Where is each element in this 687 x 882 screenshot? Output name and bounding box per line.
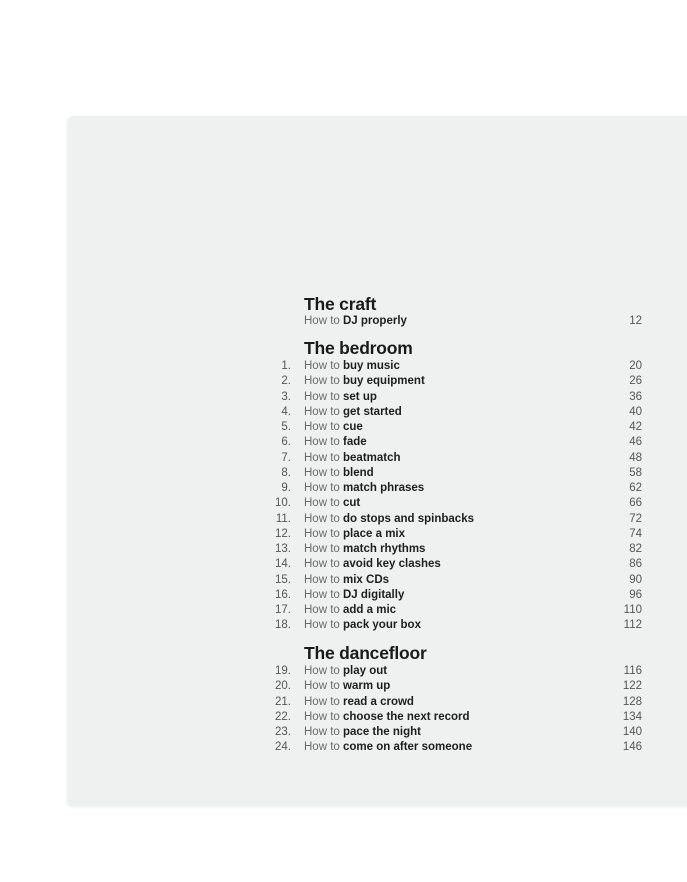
entry-page: 116	[623, 665, 642, 677]
entry-page: 72	[629, 512, 642, 525]
toc-entry[interactable]	[270, 481, 642, 496]
entry-number: 13.	[275, 543, 291, 555]
entry-page: 36	[629, 390, 642, 403]
entry-topic: cut	[343, 497, 361, 510]
entry-topic: add a mic	[343, 604, 397, 616]
entry-topic: mix CDs	[343, 573, 390, 586]
entry-lead: How to	[304, 375, 340, 388]
entry-page: 90	[629, 573, 642, 586]
entry-number: 8.	[281, 466, 291, 479]
entry-number: 17.	[275, 604, 291, 616]
entry-number: 24.	[275, 741, 291, 754]
entry-page: 42	[629, 421, 642, 433]
entry-number: 21.	[275, 695, 291, 708]
entry-topic: DJ properly	[343, 315, 407, 327]
entry-number: 20.	[275, 680, 291, 693]
entry-lead: How to	[304, 497, 340, 510]
entry-page: 146	[622, 741, 642, 754]
entry-lead: How to	[304, 390, 340, 403]
toc-entry[interactable]	[270, 695, 642, 710]
entry-topic: buy equipment	[343, 375, 425, 388]
entry-lead: How to	[304, 558, 340, 571]
entry-page: 12	[629, 315, 642, 327]
entry-page: 140	[622, 726, 642, 738]
section-title-craft: The craft	[304, 294, 377, 314]
entry-lead: How to	[304, 710, 340, 723]
entry-topic: pack your box	[343, 619, 421, 632]
toc-entry[interactable]	[270, 527, 642, 542]
entry-number: 3.	[281, 390, 291, 403]
toc-entry[interactable]	[270, 588, 642, 603]
entry-topic: buy music	[343, 360, 400, 372]
toc-entry[interactable]	[270, 618, 642, 633]
entry-number: 7.	[281, 451, 291, 464]
entry-topic: choose the next record	[343, 710, 470, 723]
toc-entry[interactable]	[270, 405, 642, 420]
entry-lead: How to	[304, 695, 340, 708]
toc-entry[interactable]	[270, 679, 642, 694]
entry-topic: come on after someone	[343, 741, 473, 754]
entry-page: 122	[622, 680, 642, 693]
section-title-dancefloor: The dancefloor	[304, 643, 427, 663]
toc-entry[interactable]	[270, 512, 642, 527]
toc-entry[interactable]	[270, 557, 642, 572]
entry-page: 82	[629, 543, 642, 555]
entry-lead: How to	[304, 482, 340, 494]
entry-lead: How to	[304, 527, 340, 540]
entry-page: 40	[629, 405, 642, 418]
entry-topic: match rhythms	[343, 543, 426, 555]
entry-lead: How to	[304, 512, 340, 525]
entry-lead: How to	[304, 604, 340, 616]
entry-page: 48	[629, 451, 642, 464]
entry-lead: How to	[304, 543, 340, 555]
entry-page: 58	[629, 466, 642, 479]
entry-page: 128	[622, 695, 642, 708]
toc-entry[interactable]	[270, 603, 642, 618]
entry-lead: How to	[304, 619, 340, 632]
toc-entry[interactable]	[270, 314, 642, 329]
toc-entry[interactable]	[270, 740, 642, 755]
entry-lead: How to	[304, 451, 340, 464]
entry-number: 16.	[275, 588, 291, 601]
entry-number: 14.	[275, 558, 291, 571]
entry-topic: blend	[343, 466, 374, 479]
entry-topic: warm up	[343, 680, 391, 693]
entry-number: 19.	[275, 665, 291, 677]
entry-lead: How to	[304, 573, 340, 586]
entry-page: 110	[623, 604, 642, 616]
entry-page: 66	[629, 497, 642, 510]
entry-topic: match phrases	[343, 482, 425, 494]
toc-entry[interactable]	[270, 390, 642, 405]
entry-lead: How to	[304, 588, 340, 601]
entry-number: 22.	[275, 710, 291, 723]
toc-entry[interactable]	[270, 359, 642, 374]
entry-lead: How to	[304, 466, 340, 479]
toc-entry[interactable]	[270, 435, 642, 450]
entry-number: 11.	[275, 512, 291, 525]
entry-number: 5.	[281, 421, 291, 433]
entry-topic: read a crowd	[343, 695, 414, 708]
entry-number: 9.	[281, 482, 291, 494]
entry-page: 74	[629, 527, 642, 540]
entry-topic: pace the night	[343, 726, 421, 738]
entry-number: 10.	[275, 497, 291, 510]
entry-topic: avoid key clashes	[343, 558, 441, 571]
toc-entry[interactable]	[270, 664, 642, 679]
entry-lead: How to	[304, 665, 340, 677]
entry-number: 1.	[281, 360, 291, 372]
entry-topic: beatmatch	[343, 451, 401, 464]
entry-number: 15.	[275, 573, 291, 586]
entry-lead: How to	[304, 360, 340, 372]
entry-page: 62	[629, 482, 642, 494]
entry-lead: How to	[304, 436, 340, 449]
toc-entry[interactable]	[270, 466, 642, 481]
entry-lead: How to	[304, 741, 340, 754]
entry-page: 134	[622, 710, 642, 723]
section-title-bedroom: The bedroom	[304, 338, 413, 358]
entry-topic: play out	[343, 665, 388, 677]
entry-lead: How to	[304, 680, 340, 693]
entry-topic: fade	[343, 436, 367, 449]
entry-lead: How to	[304, 726, 340, 738]
toc-entry[interactable]	[270, 710, 642, 725]
entry-lead: How to	[304, 421, 340, 433]
toc-entry[interactable]	[270, 542, 642, 557]
entry-lead: How to	[304, 315, 340, 327]
toc-entry[interactable]	[270, 725, 642, 740]
entry-lead: How to	[304, 405, 340, 418]
entry-topic: DJ digitally	[343, 588, 405, 601]
entry-topic: set up	[343, 390, 377, 403]
entry-number: 23.	[275, 726, 291, 738]
entry-number: 2.	[281, 375, 291, 388]
entry-topic: cue	[343, 421, 363, 433]
entry-page: 46	[629, 436, 642, 449]
entry-number: 6.	[281, 436, 291, 449]
entry-topic: get started	[343, 405, 402, 418]
entry-page: 86	[629, 558, 642, 571]
toc-entry[interactable]	[270, 451, 642, 466]
entry-number: 4.	[281, 405, 291, 418]
entry-page: 112	[623, 619, 642, 632]
entry-topic: place a mix	[343, 527, 406, 540]
toc-entry[interactable]	[270, 573, 642, 588]
entry-number: 12.	[275, 527, 291, 540]
entry-page: 26	[629, 375, 642, 388]
toc-entry[interactable]	[270, 420, 642, 435]
entry-page: 96	[629, 588, 642, 601]
toc-entry[interactable]	[270, 374, 642, 389]
entry-number: 18.	[275, 619, 291, 632]
entry-topic: do stops and spinbacks	[343, 512, 474, 525]
toc-entry[interactable]	[270, 496, 642, 511]
entry-page: 20	[629, 360, 642, 372]
